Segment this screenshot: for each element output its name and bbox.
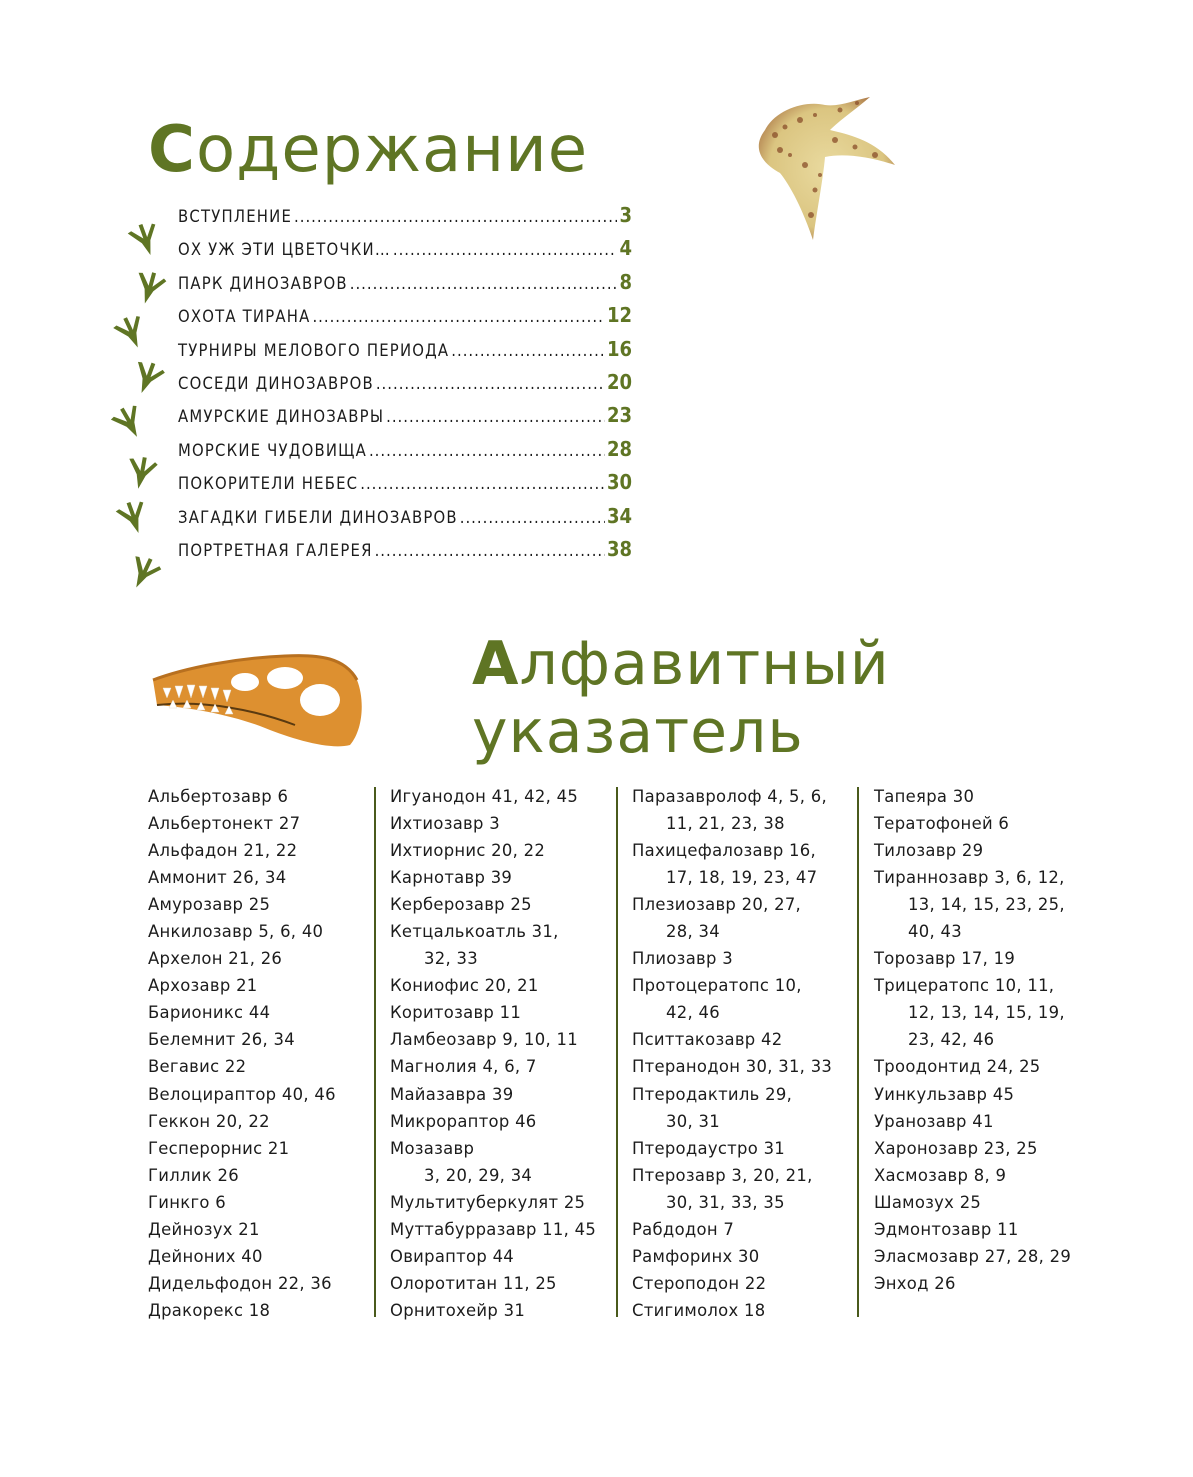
dot-leader — [376, 374, 605, 393]
index-entry: Ихтиорнис 20, 22 — [390, 841, 546, 861]
index-entry: Кетцалькоатль 31, — [390, 922, 559, 942]
index-entry: Амурозавр 25 — [148, 895, 271, 915]
index-entry: Птерозавр 3, 20, 21, — [632, 1165, 813, 1185]
index-entry-continuation: 17, 18, 19, 23, 47 — [666, 868, 818, 888]
contents-item-page: 12 — [606, 303, 632, 328]
index-entry: Альбертозавр 6 — [148, 787, 289, 806]
index-entry: Барионикс 44 — [148, 1003, 271, 1023]
contents-item[interactable] — [178, 470, 632, 503]
index-entry: Троодонтид 24, 25 — [874, 1057, 1041, 1077]
contents-item-page: 28 — [606, 436, 632, 461]
index-entry: Овираптор 44 — [390, 1246, 515, 1266]
index-entry: Орнитохейр 31 — [390, 1300, 526, 1320]
index-entry-continuation: 30, 31 — [666, 1111, 720, 1131]
index-entry: Ихтиозавр 3 — [390, 814, 500, 834]
index-column — [632, 783, 864, 1324]
index-entry: Белемнит 26, 34 — [148, 1030, 296, 1050]
dot-leader — [451, 341, 605, 360]
index-column — [874, 783, 1106, 1297]
contents-item[interactable] — [178, 437, 632, 470]
contents-item[interactable] — [178, 337, 632, 370]
footprint-track — [105, 210, 165, 590]
index-entry: Мультитуберкулят 25 — [390, 1192, 586, 1212]
index-entry: Шамозух 25 — [874, 1192, 982, 1212]
dinosaur-footprint-icon — [122, 217, 168, 263]
index-entry: Аммонит 26, 34 — [148, 868, 287, 888]
index-title-line1: лфавитный — [519, 629, 890, 699]
index-entry: Эласмозавр 27, 28, 29 — [874, 1246, 1072, 1266]
index-title-initial: А — [472, 629, 520, 699]
index-entry: Гиллик 26 — [148, 1165, 239, 1185]
index-title — [472, 630, 890, 766]
index-entry: Эдмонтозавр 11 — [874, 1219, 1019, 1239]
dot-leader — [360, 474, 605, 493]
index-entry: Протоцератопс 10, — [632, 976, 802, 996]
index-entry: Уранозавр 41 — [874, 1111, 994, 1131]
contents-item-title: ПОРТРЕТНАЯ ГАЛЕРЕЯ — [178, 540, 373, 560]
index-entry: Дидельфодон 22, 36 — [148, 1273, 332, 1293]
index-entry-continuation: 40, 43 — [908, 922, 962, 942]
contents-item-title: ПОКОРИТЕЛИ НЕБЕС — [178, 474, 359, 494]
contents-item-page: 8 — [619, 269, 632, 294]
index-entry: Альфадон 21, 22 — [148, 841, 298, 861]
contents-item-page: 20 — [606, 369, 632, 394]
index-entry: Анкилозавр 5, 6, 40 — [148, 922, 324, 942]
index-entry: Кониофис 20, 21 — [390, 976, 539, 996]
dinosaur-footprint-icon — [107, 309, 155, 357]
contents-item-title: СОСЕДИ ДИНОЗАВРОВ — [178, 373, 374, 393]
contents-item[interactable] — [178, 403, 632, 436]
index-entry-continuation: 28, 34 — [666, 922, 720, 942]
index-entry-continuation: 42, 46 — [666, 1003, 720, 1023]
contents-title-initial: С — [148, 113, 196, 187]
index-entry: Трицератопс 10, 11, — [874, 976, 1055, 996]
index-entry: Велоцираптор 40, 46 — [148, 1084, 336, 1104]
contents-item-page: 30 — [606, 470, 632, 495]
contents-item-title: ЗАГАДКИ ГИБЕЛИ ДИНОЗАВРОВ — [178, 507, 458, 527]
index-entry: Архозавр 21 — [148, 976, 258, 996]
index-entry: Тираннозавр 3, 6, 12, — [874, 868, 1065, 888]
index-entry: Дейноних 40 — [148, 1246, 263, 1266]
index-entry: Тератофоней 6 — [874, 814, 1010, 834]
dinosaur-footprint-icon — [110, 495, 156, 541]
index-entry: Дейнозух 21 — [148, 1219, 260, 1239]
contents-title — [148, 112, 588, 188]
column-divider — [857, 787, 859, 1317]
index-entry: Тапеяра 30 — [874, 787, 975, 806]
index-entry: Гесперорнис 21 — [148, 1138, 290, 1158]
contents-item-page: 4 — [619, 236, 632, 261]
index-entry-continuation: 13, 14, 15, 23, 25, — [908, 895, 1065, 915]
contents-item-title: АМУРСКИЕ ДИНОЗАВРЫ — [178, 407, 385, 427]
dot-leader — [375, 541, 605, 560]
index-entry: Торозавр 17, 19 — [874, 949, 1016, 969]
column-divider — [616, 787, 618, 1317]
index-entry: Паразавролоф 4, 5, 6, — [632, 787, 828, 806]
dot-leader — [386, 407, 605, 426]
index-entry: Рамфоринх 30 — [632, 1246, 760, 1266]
index-entry: Майазавра 39 — [390, 1084, 514, 1104]
index-entry: Дракорекс 18 — [148, 1300, 271, 1320]
contents-item-title: ПАРК ДИНОЗАВРОВ — [178, 273, 348, 293]
contents-item-page: 34 — [606, 503, 632, 528]
contents-list — [178, 203, 632, 570]
index-entry-continuation: 11, 21, 23, 38 — [666, 814, 785, 834]
dinosaur-footprint-icon — [127, 266, 171, 310]
index-entry: Гинкго 6 — [148, 1192, 226, 1212]
index-entry: Альбертонект 27 — [148, 814, 301, 834]
index-entry: Птеранодон 30, 31, 33 — [632, 1057, 833, 1077]
contents-item-page: 23 — [606, 403, 632, 428]
index-entry-continuation: 30, 31, 33, 35 — [666, 1192, 785, 1212]
index-entry: Хасмозавр 8, 9 — [874, 1165, 1007, 1185]
index-column — [148, 783, 380, 1324]
index-column — [390, 783, 622, 1324]
contents-item[interactable] — [178, 537, 632, 570]
dinosaur-footprint-icon — [119, 549, 167, 597]
contents-item-title: ОХОТА ТИРАНА — [178, 307, 311, 327]
dinosaur-skull-icon — [145, 650, 370, 755]
index-entry-continuation: 3, 20, 29, 34 — [424, 1165, 533, 1185]
dinosaur-footprint-icon — [124, 355, 170, 401]
index-entry: Харонозавр 23, 25 — [874, 1138, 1038, 1158]
contents-item[interactable] — [178, 370, 632, 403]
index-entry: Птеродаустро 31 — [632, 1138, 786, 1158]
contents-item[interactable] — [178, 270, 632, 303]
index-entry: Карнотавр 39 — [390, 868, 513, 888]
column-divider — [374, 787, 376, 1317]
contents-item-page: 16 — [606, 336, 632, 361]
index-entry: Плиозавр 3 — [632, 949, 733, 969]
index-entry: Муттабурразавр 11, 45 — [390, 1219, 597, 1239]
index-entry: Пахицефалозавр 16, — [632, 841, 817, 861]
index-entry: Стероподон 22 — [632, 1273, 767, 1293]
index-entry: Плезиозавр 20, 27, — [632, 895, 802, 915]
index-entry: Архелон 21, 26 — [148, 949, 283, 969]
dot-leader — [460, 508, 605, 527]
index-title-line2: указатель — [472, 697, 804, 767]
index-entry-continuation: 23, 42, 46 — [908, 1030, 995, 1050]
index-entry-continuation: 32, 33 — [424, 949, 478, 969]
contents-item-title: ОХ УЖ ЭТИ ЦВЕТОЧКИ… — [178, 240, 391, 260]
index-entry-continuation: 12, 13, 14, 15, 19, — [908, 1003, 1065, 1023]
contents-item[interactable] — [178, 303, 632, 336]
contents-title-rest: одержание — [195, 113, 589, 187]
dot-leader — [393, 240, 618, 259]
dinosaur-footprint-icon — [120, 452, 162, 494]
index-entry: Геккон 20, 22 — [148, 1111, 270, 1131]
index-entry: Магнолия 4, 6, 7 — [390, 1057, 537, 1077]
dot-leader — [350, 274, 618, 293]
index-entry: Птеродактиль 29, — [632, 1084, 793, 1104]
index-entry: Игуанодон 41, 42, 45 — [390, 787, 579, 806]
index-entry: Стигимолох 18 — [632, 1300, 766, 1320]
index-entry: Микрораптор 46 — [390, 1111, 537, 1131]
contents-item-page: 3 — [619, 203, 632, 227]
index-entry: Керберозавр 25 — [390, 895, 532, 915]
contents-item[interactable] — [178, 236, 632, 269]
index-entry: Тилозавр 29 — [874, 841, 984, 861]
index-entry: Олоротитан 11, 25 — [390, 1273, 557, 1293]
contents-item[interactable] — [178, 504, 632, 537]
index-entry: Вегавис 22 — [148, 1057, 247, 1077]
index-entry: Рабдодон 7 — [632, 1219, 735, 1239]
dinosaur-footprint-icon — [104, 398, 153, 447]
contents-item-title: ВСТУПЛЕНИЕ — [178, 207, 293, 226]
dot-leader — [369, 441, 605, 460]
index-entry: Ламбеозавр 9, 10, 11 — [390, 1030, 578, 1050]
contents-item-page: 38 — [606, 536, 632, 561]
index-entry: Мозазавр — [390, 1138, 475, 1158]
index-entry: Энход 26 — [874, 1273, 956, 1293]
dot-leader — [312, 307, 605, 326]
index-entry: Коритозавр 11 — [390, 1003, 522, 1023]
index-entry: Уинкульзавр 45 — [874, 1084, 1015, 1104]
contents-item[interactable] — [178, 203, 632, 236]
fossil-footprint-icon — [745, 95, 905, 245]
dot-leader — [294, 207, 617, 226]
contents-item-title: МОРСКИЕ ЧУДОВИЩА — [178, 440, 367, 460]
index-entry: Пситтакозавр 42 — [632, 1030, 783, 1050]
contents-item-title: ТУРНИРЫ МЕЛОВОГО ПЕРИОДА — [178, 340, 450, 360]
